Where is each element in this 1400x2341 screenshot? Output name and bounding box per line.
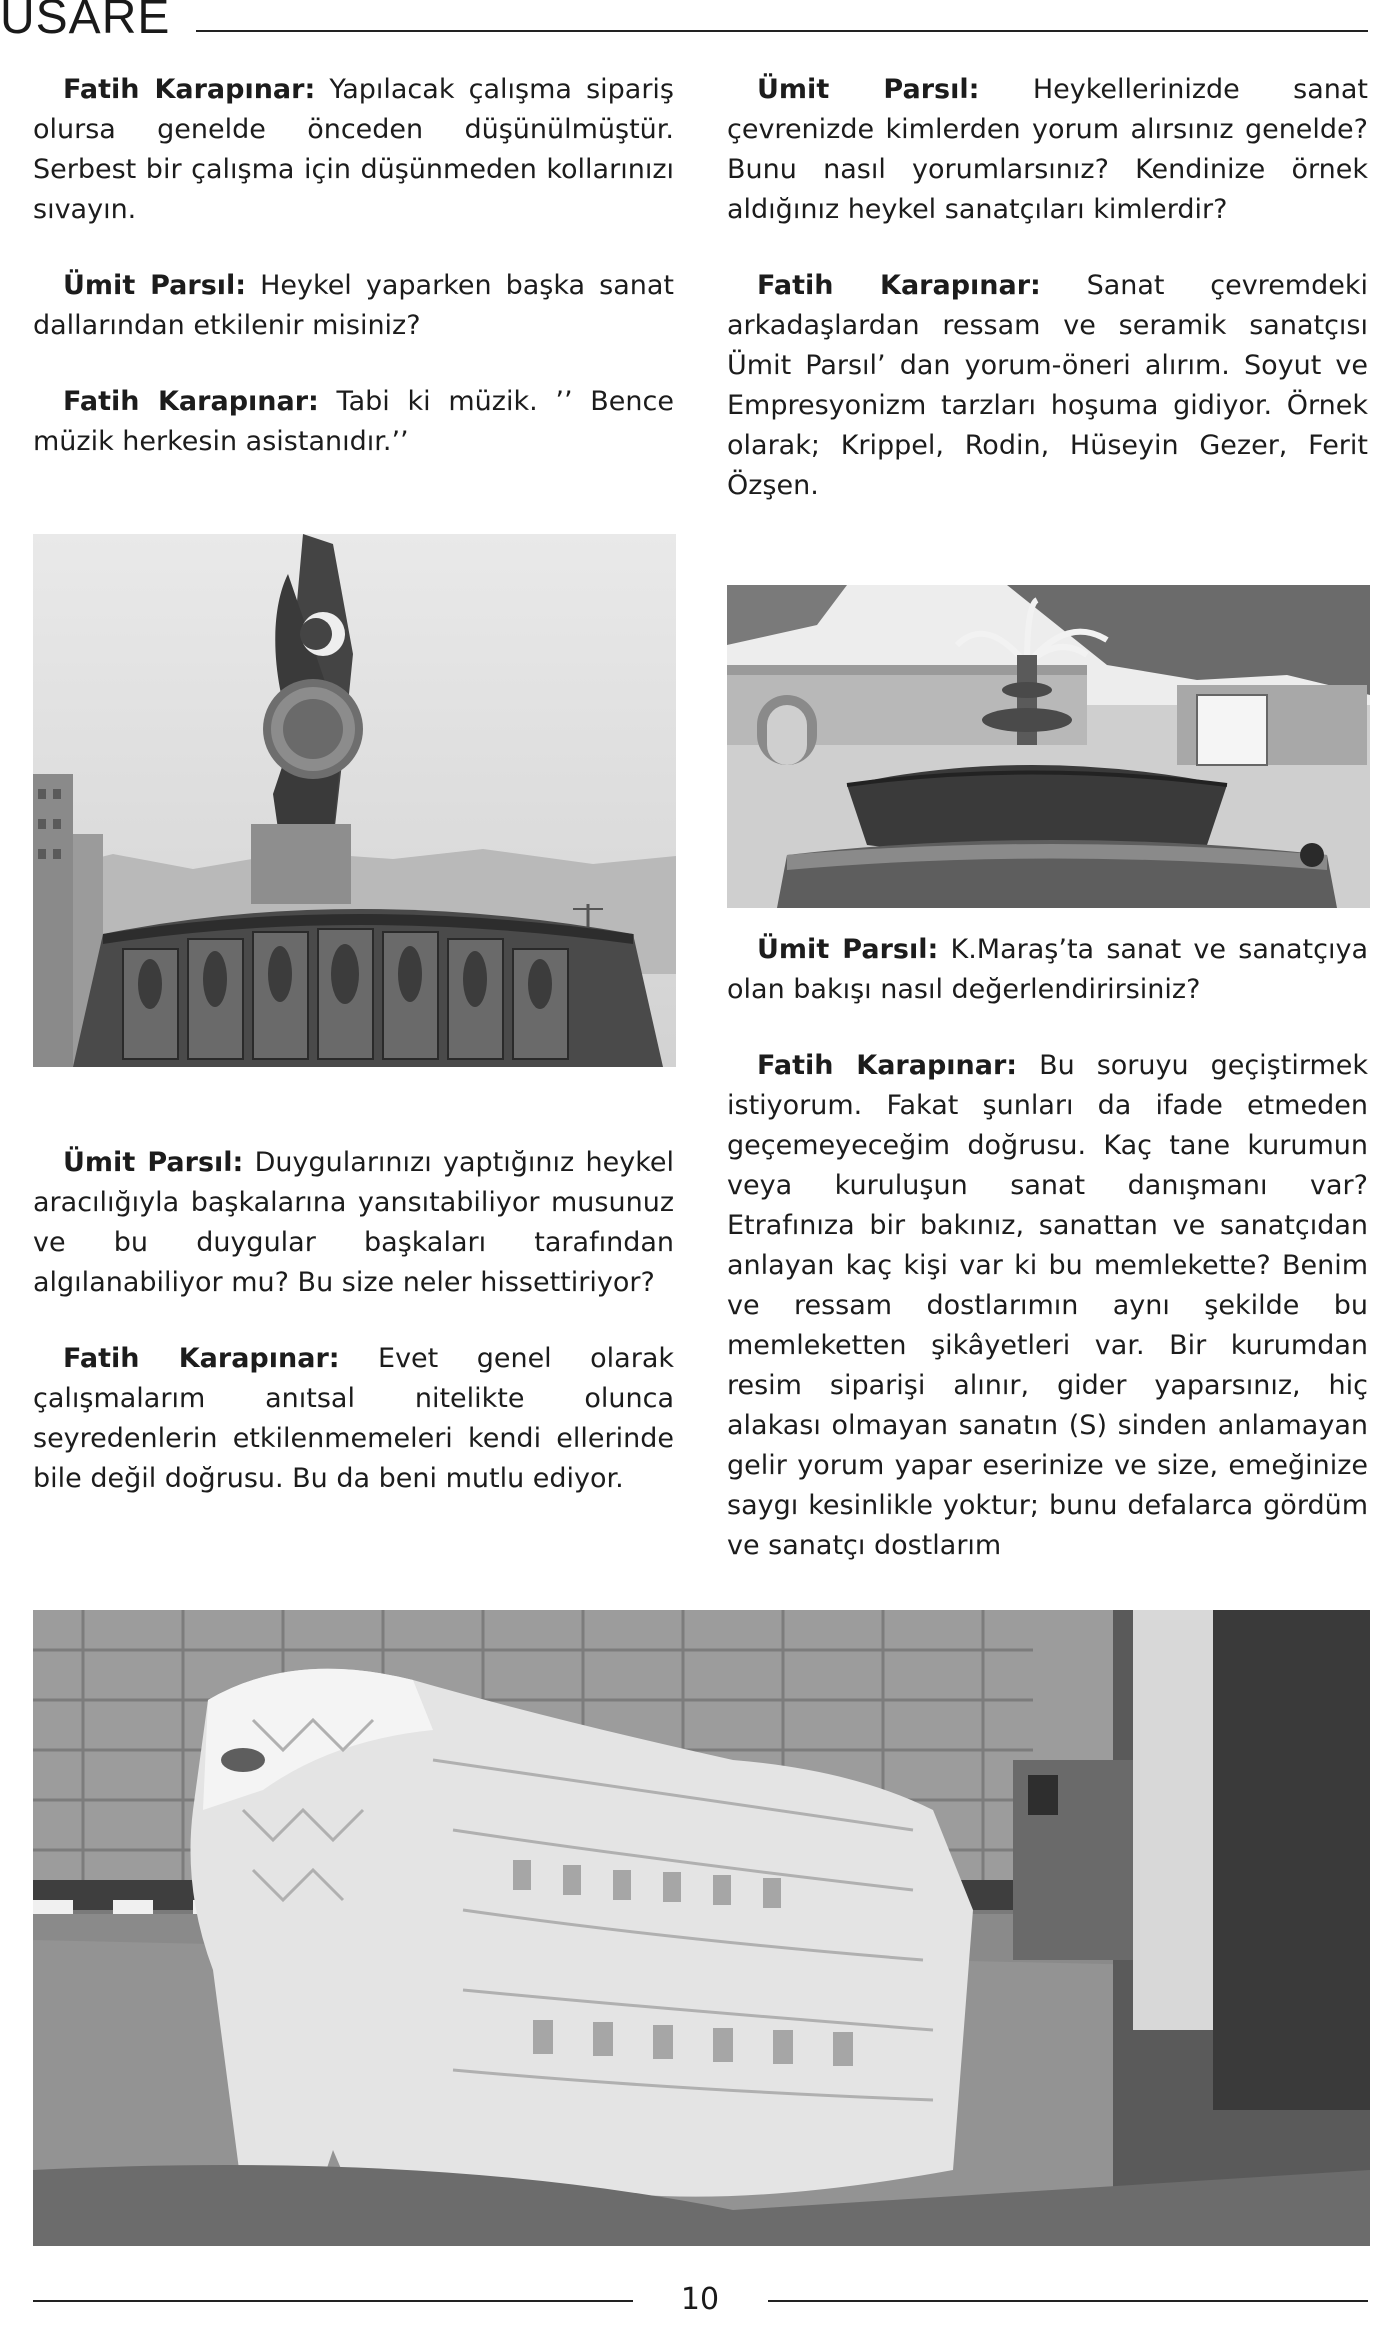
interview-paragraph: [727, 1046, 1368, 1566]
photo-flag-monument: [33, 534, 676, 1067]
footer-rule-left: [33, 2300, 633, 2302]
header-rule: [196, 30, 1368, 32]
left-column-bottom: [33, 1143, 674, 1499]
speaker-name: Fatih Karapınar:: [63, 1343, 340, 1374]
page-number: 10: [680, 2282, 720, 2317]
speaker-name: Fatih Karapınar:: [63, 74, 316, 105]
photo-fountain: [727, 585, 1370, 908]
paragraph-text: Bu soruyu geçiştirmek istiyorum. Fakat şunları da ifade etmeden geçemeyeceğim doğrusu. Kaç tane kurumun veya kuruluşun sanat danışmanı var? Etrafınıza bir bakınız, sanattan ve sanatçıdan anlayan kaç kişi var ki bu memlekette? Benim ve ressam dostlarımın aynı şekilde bu memleketten şikâyetleri var. Bir kurumdan resim siparişi alınır, gider yaparsınız, hiç alakası olmayan sanatın (S) sinden anlamayan gelir yorum yapar eserinize ve size, emeğinize saygı kesinlikle yoktur; bunu defalarca gördüm ve sanatçı dostlarım: [727, 1050, 1368, 1561]
paragraph-text: Yapılacak çalışma sipariş olursa genelde önceden düşünülmüştür. Serbest bir çalışma için düşünmeden kollarınızı sıvayın.: [33, 74, 674, 225]
right-column-top: [727, 70, 1368, 506]
speaker-name: Fatih Karapınar:: [63, 386, 319, 417]
interview-paragraph: [727, 930, 1368, 1010]
interview-paragraph: [727, 266, 1368, 506]
paragraph-text: Duygularınızı yaptığınız heykel aracılığıyla başkalarına yansıtabiliyor musunuz ve bu duygular başkaları tarafından algılanabiliyor mu? Bu size neler hissettiriyor?: [33, 1147, 674, 1298]
speaker-name: Fatih Karapınar:: [757, 1050, 1018, 1081]
speaker-name: Fatih Karapınar:: [757, 270, 1041, 301]
speaker-name: Ümit Parsıl:: [757, 74, 980, 105]
speaker-name: Ümit Parsıl:: [757, 934, 939, 965]
photo-lion-sculpture: [33, 1610, 1370, 2246]
speaker-name: Ümit Parsıl:: [63, 270, 247, 301]
paragraph-text: Heykel yaparken başka sanat dallarından etkilenir misiniz?: [33, 270, 674, 341]
interview-paragraph: [33, 1339, 674, 1499]
speaker-name: Ümit Parsıl:: [63, 1147, 244, 1178]
interview-paragraph: [33, 266, 674, 346]
paragraph-text: Heykellerinizde sanat çevrenizde kimlerden yorum alırsınız genelde? Bunu nasıl yorumlarsınız? Kendinize örnek aldığınız heykel sanatçıları kimlerdir?: [727, 74, 1368, 225]
footer-rule-right: [768, 2300, 1368, 2302]
interview-paragraph: [727, 70, 1368, 230]
left-column-top: [33, 70, 674, 462]
paragraph-text: Sanat çevremdeki arkadaşlardan ressam ve seramik sanatçısı Ümit Parsıl’ dan yorum-öneri alırım. Soyut ve Empresyonizm tarzları hoşuma gidiyor. Örnek olarak; Krippel, Rodin, Hüseyin Gezer, Ferit Özşen.: [727, 270, 1368, 501]
interview-paragraph: [33, 382, 674, 462]
interview-paragraph: [33, 1143, 674, 1303]
right-column-bottom: [727, 930, 1368, 1566]
magazine-logo: USARE: [0, 0, 171, 44]
paragraph-text: Evet genel olarak çalışmalarım anıtsal nitelikte olunca seyredenlerin etkilenmemeleri kendi ellerinde bile değil doğrusu. Bu da beni mutlu ediyor.: [33, 1343, 674, 1494]
paragraph-text: Tabi ki müzik. ’’ Bence müzik herkesin asistanıdır.’’: [33, 386, 674, 457]
paragraph-text: K.Maraş’ta sanat ve sanatçıya olan bakışı nasıl değerlendirirsiniz?: [727, 934, 1368, 1005]
interview-paragraph: [33, 70, 674, 230]
